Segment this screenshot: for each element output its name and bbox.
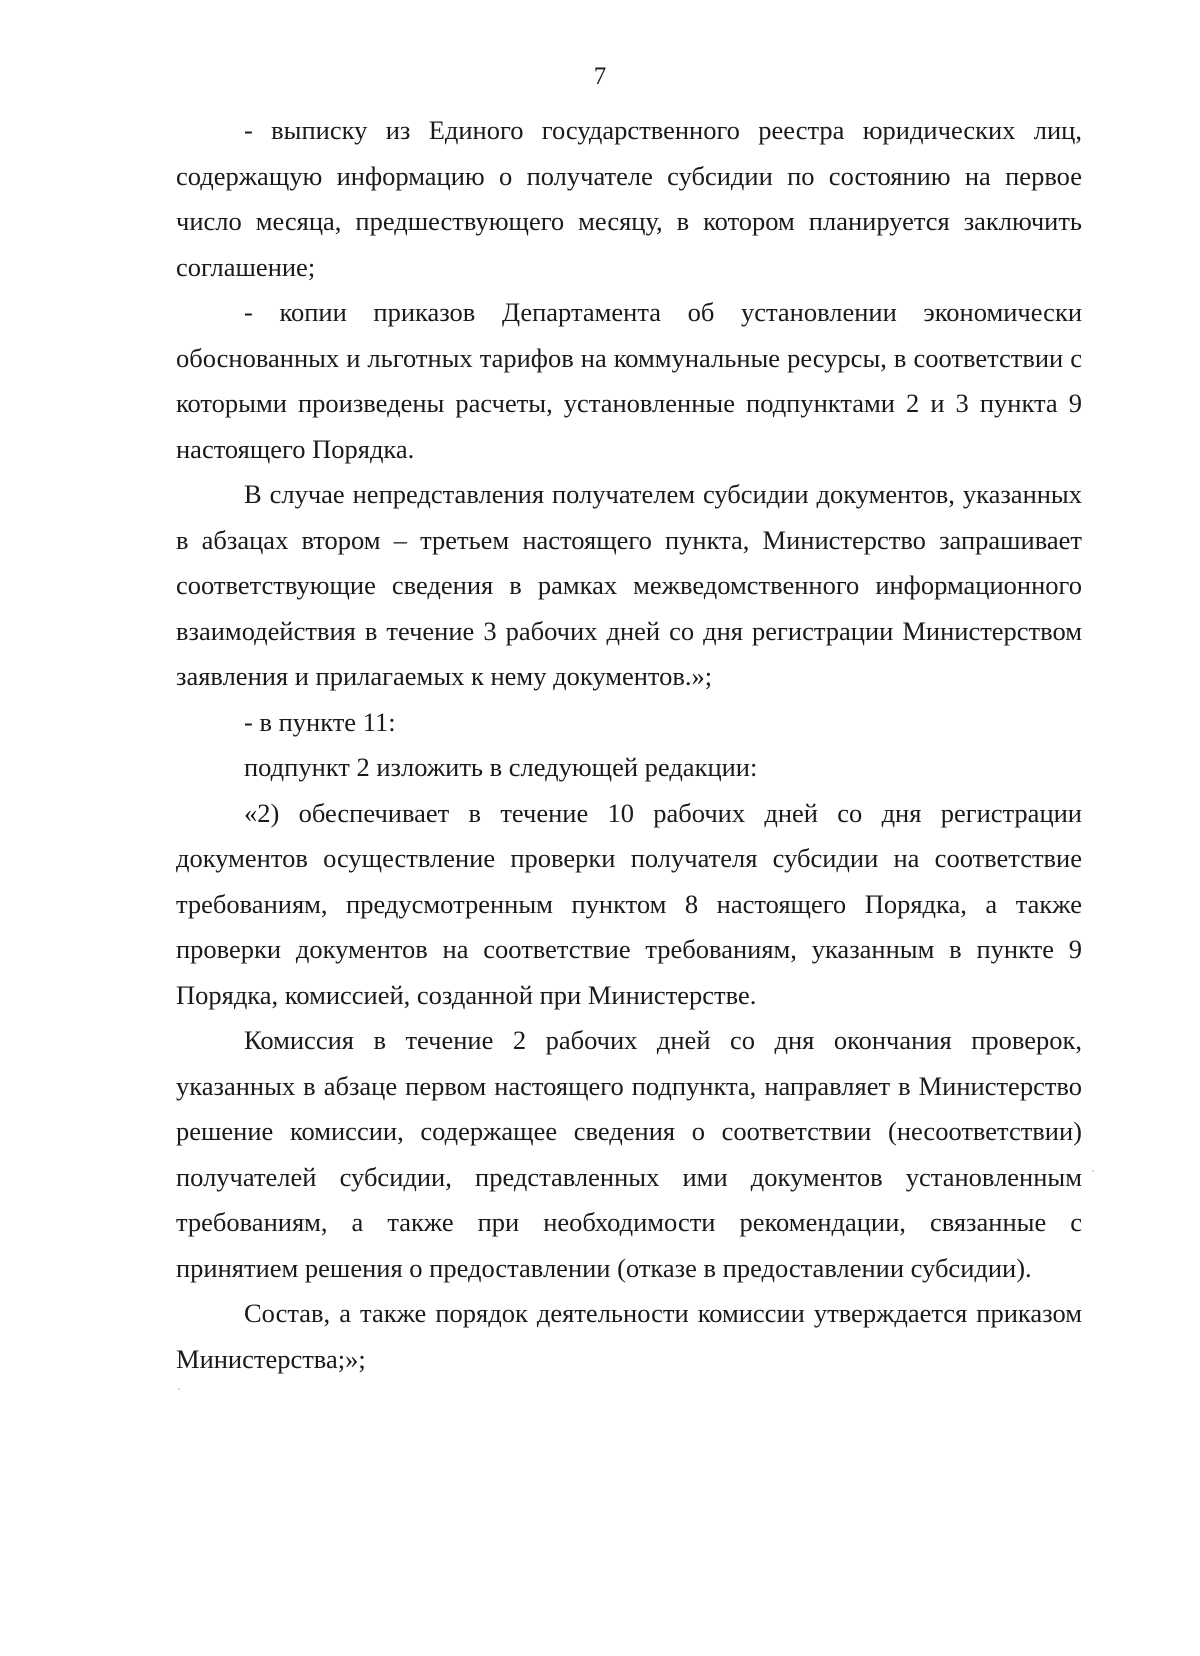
- scan-speck: [1092, 1170, 1094, 1172]
- paragraph-subpoint-2-text: «2) обеспечивает в течение 10 рабочих дней со дня регистрации документов осуществление проверки получателя субсидии на соответствие требованиям, предусмотренным пунктом 8 настоящего Порядка, а также проверки документов на соответствие требованиям, указанным в пункте 9 Порядка, комиссией, созданной при Министерстве.: [176, 797, 1082, 1010]
- paragraph-interagency-request: В случае непредставления получателем субсидии документов, указанных в абзацах втором – третьем настоящего пункта, Министерство запрашивает соответствующие сведения в рамках межведомственного информационного взаимодействия в течение 3 рабочих дней со дня регистрации Министерством заявления и прилагаемых к нему документов.»;: [176, 479, 1082, 691]
- paragraph-egrul-extract: - выписку из Единого государственного реестра юридических лиц, содержащую информацию о получателе субсидии по состоянию на первое число месяца, предшествующего месяцу, в котором планируется заключить соглашение;: [176, 115, 1082, 282]
- page-number: 7: [593, 63, 607, 90]
- paragraph-commission-composition: Состав, а также порядок деятельности комиссии утверждается приказом Министерства;»;: [176, 1298, 1082, 1374]
- paragraph-commission-decision: Комиссия в течение 2 рабочих дней со дня окончания проверок, указанных в абзаце первом настоящего подпункта, направляет в Министерство решение комиссии, содержащее сведения о соответствии (несоответствии) получателей субсидии, представленных ими документов установленным требованиям, а также при необходимости рекомендации, связанные с принятием решения о предоставлении (отказе в предоставлении субсидии).: [176, 1025, 1082, 1283]
- paragraph-point-11: - в пункте 11:: [244, 706, 396, 737]
- paragraph-tariff-orders: - копии приказов Департамента об установлении экономически обоснованных и льготных тарифов на коммунальные ресурсы, в соответствии с которыми произведены расчеты, установленные подпунктами 2 и 3 пункта 9 настоящего Порядка.: [176, 297, 1082, 464]
- paragraph-subpoint-2-intro: подпункт 2 изложить в следующей редакции:: [244, 752, 758, 782]
- scan-speck: [178, 1388, 180, 1390]
- document-body: [176, 108, 1082, 1382]
